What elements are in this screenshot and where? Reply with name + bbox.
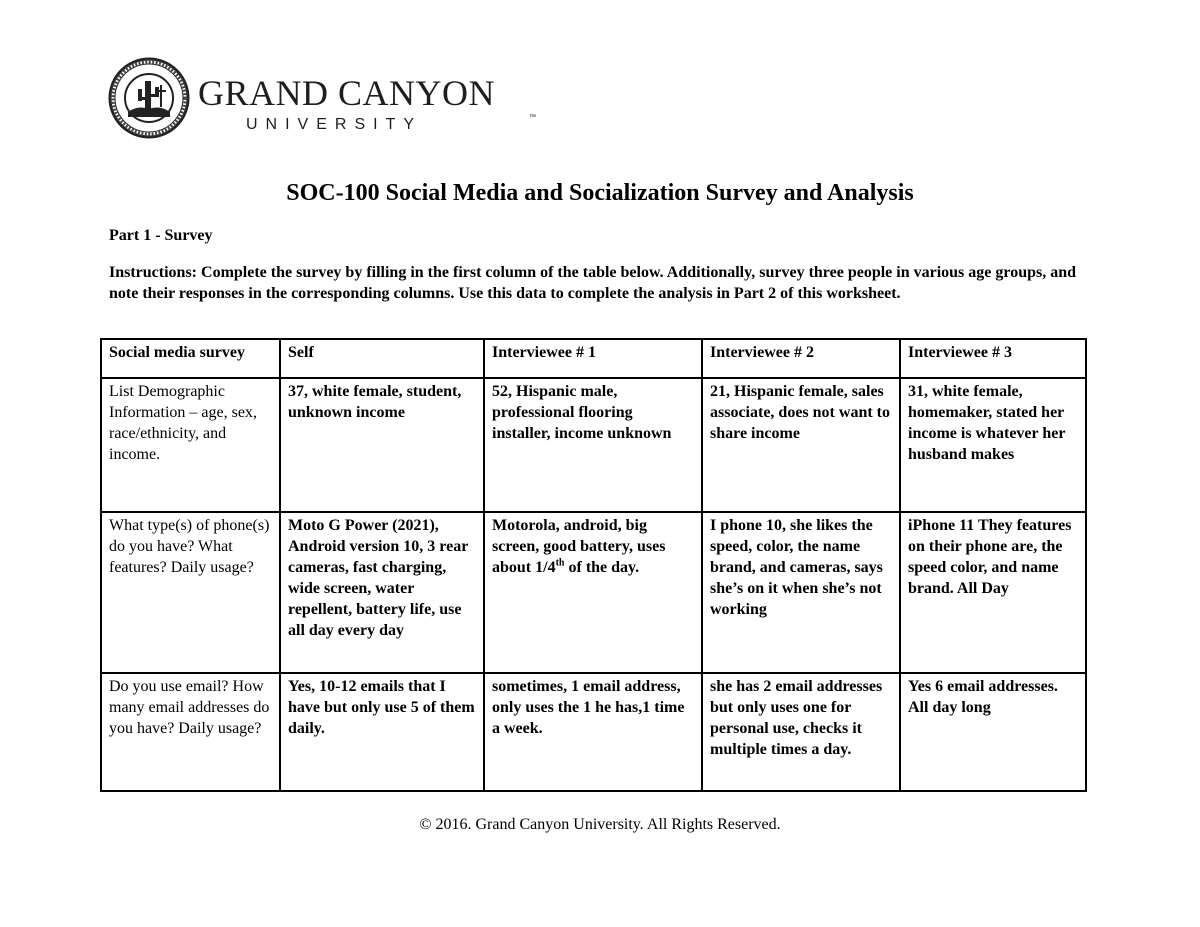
answer-cell-interviewee-3: iPhone 11 They features on their phone are, the speed color, and name brand. All Day	[900, 512, 1086, 673]
answer-cell-interviewee-2: 21, Hispanic female, sales associate, does not want to share income	[702, 378, 900, 512]
university-logo	[108, 57, 536, 139]
instructions-paragraph: Instructions: Complete the survey by filling in the first column of the table below. Additionally, survey three people in various age groups, and note their responses in the corresponding columns. Use this data to complete the analysis in Part 2 of this worksheet.	[109, 264, 1077, 302]
header-interviewee-1: Interviewee # 1	[484, 339, 702, 378]
university-seal-icon	[108, 57, 190, 139]
copyright-footer: © 2016. Grand Canyon University. All Rights Reserved.	[419, 816, 781, 833]
answer-cell-interviewee-1: sometimes, 1 email address, only uses the 1 he has,1 time a week.	[484, 673, 702, 791]
header-interviewee-2: Interviewee # 2	[702, 339, 900, 378]
question-cell: List Demographic Information – age, sex, race/ethnicity, and income.	[101, 378, 280, 512]
question-cell: What type(s) of phone(s) do you have? What features? Daily usage?	[101, 512, 280, 673]
header-social-media-survey: Social media survey	[101, 339, 280, 378]
answer-text: Motorola, android, big screen, good battery, uses about 1/4	[492, 517, 666, 576]
answer-text: of the day.	[564, 559, 640, 576]
answer-cell-interviewee-2: she has 2 email addresses but only uses one for personal use, checks it multiple times a day.	[702, 673, 900, 791]
survey-table	[100, 338, 1087, 792]
trademark-symbol: ™	[529, 114, 536, 121]
question-cell: Do you use email? How many email addresses do you have? Daily usage?	[101, 673, 280, 791]
answer-cell-self: Moto G Power (2021), Android version 10, 3 rear cameras, fast charging, wide screen, water repellent, battery life, use all day every day	[280, 512, 484, 673]
logo-wordmark-university: UNIVERSITY	[246, 116, 423, 133]
header-interviewee-3: Interviewee # 3	[900, 339, 1086, 378]
document-title: SOC-100 Social Media and Socialization Survey and Analysis	[286, 180, 914, 206]
answer-cell-interviewee-3: Yes 6 email addresses. All day long	[900, 673, 1086, 791]
header-self: Self	[280, 339, 484, 378]
table-row	[101, 512, 1086, 673]
table-header-row	[101, 339, 1086, 378]
table-row	[101, 673, 1086, 791]
answer-cell-interviewee-3: 31, white female, homemaker, stated her income is whatever her husband makes	[900, 378, 1086, 512]
logo-wordmark-grand-canyon: GRAND CANYON	[198, 73, 496, 113]
answer-cell-interviewee-2: I phone 10, she likes the speed, color, the name brand, and cameras, says she’s on it when she’s not working	[702, 512, 900, 673]
table-row	[101, 378, 1086, 512]
part-heading: Part 1 - Survey	[109, 227, 213, 244]
answer-cell-interviewee-1	[484, 512, 702, 673]
superscript-ordinal: th	[555, 557, 565, 569]
answer-cell-self: 37, white female, student, unknown income	[280, 378, 484, 512]
answer-cell-interviewee-1: 52, Hispanic male, professional flooring installer, income unknown	[484, 378, 702, 512]
answer-cell-self: Yes, 10-12 emails that I have but only use 5 of them daily.	[280, 673, 484, 791]
